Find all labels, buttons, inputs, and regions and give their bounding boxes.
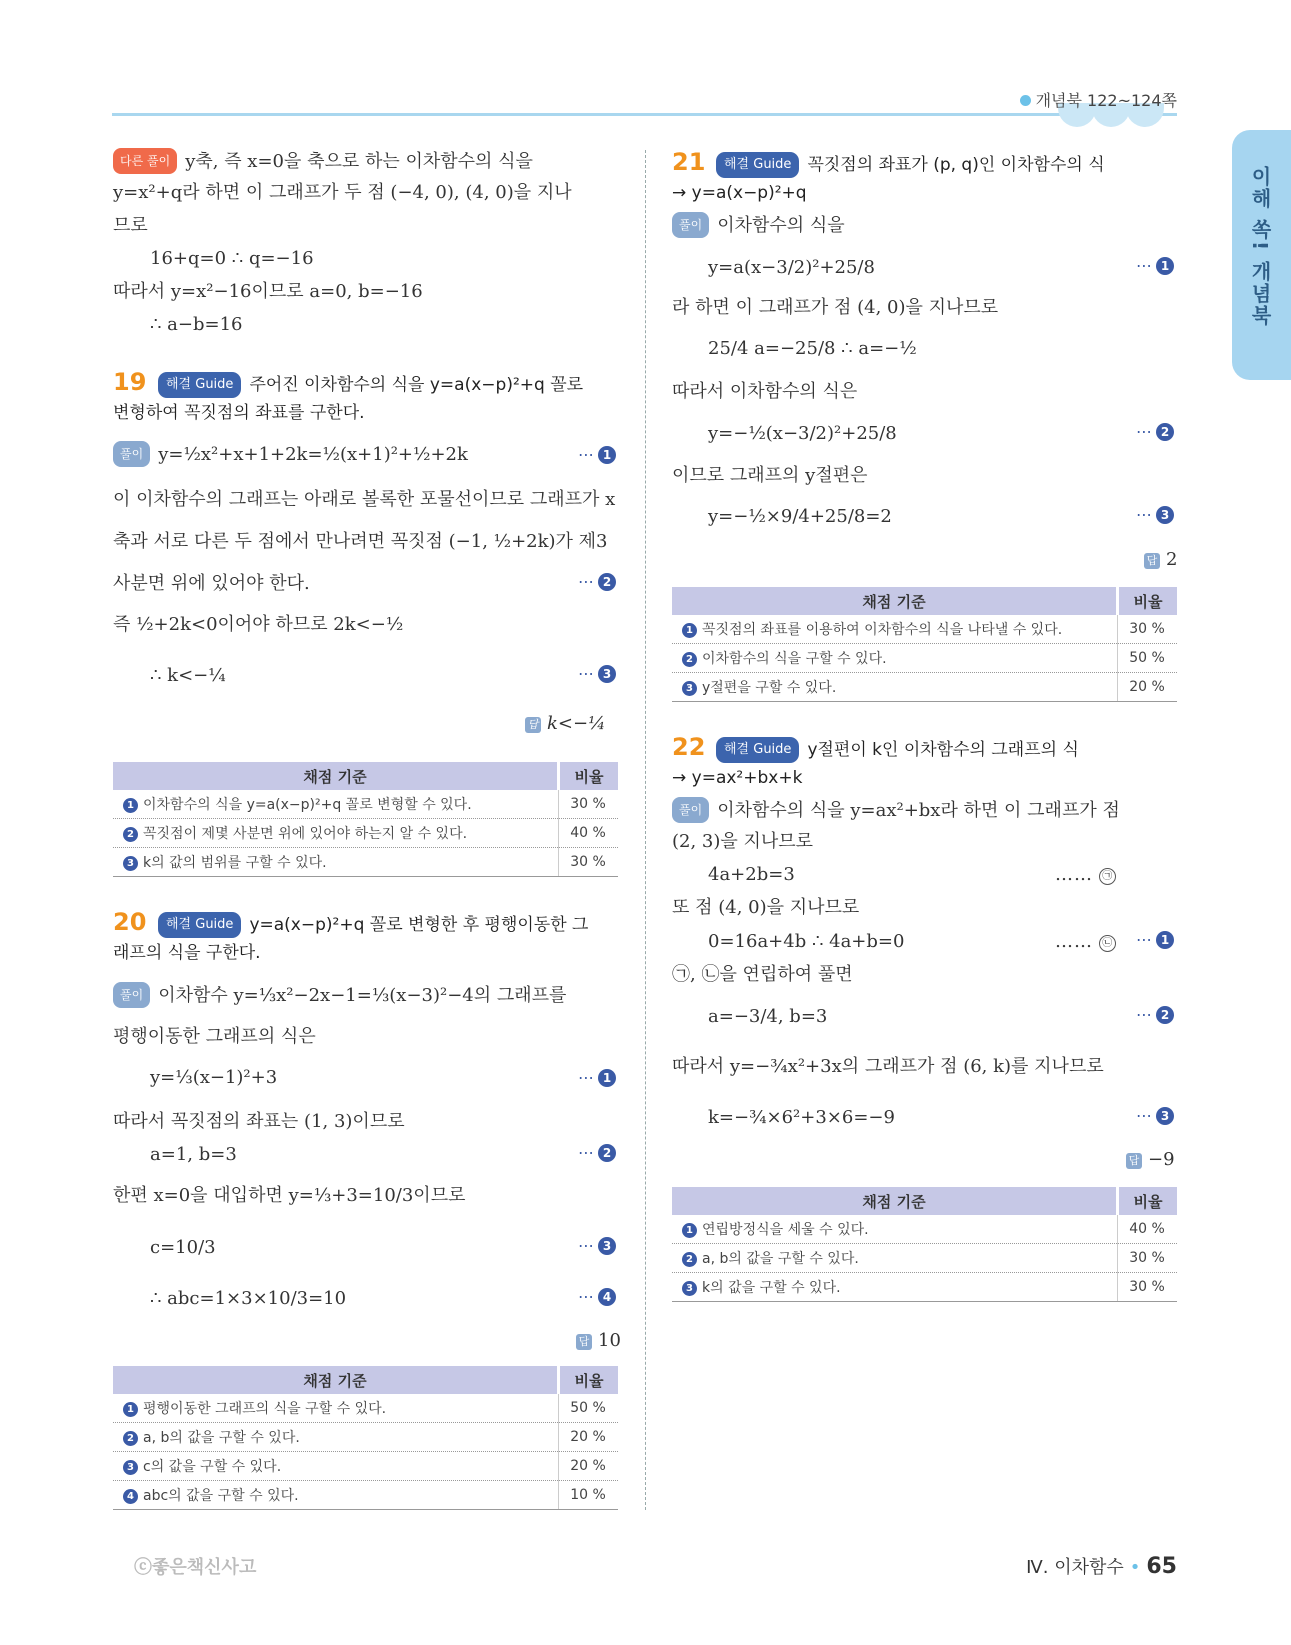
guide-19-line-2: 변형하여 꼭짓점의 좌표를 구한다. [113, 403, 365, 423]
step-mark-2 [1136, 422, 1174, 441]
answer-text: 2 [1166, 549, 1178, 570]
chapter-label: Ⅳ. 이차함수 [1026, 1557, 1124, 1578]
criteria-text: k의 값을 구할 수 있다. [702, 1280, 841, 1296]
rate-cell: 30 % [559, 848, 619, 877]
guide-21 [708, 152, 1105, 178]
step-circle: 3 [598, 1237, 616, 1255]
answer-20 [576, 1330, 621, 1351]
sol-22-line-3: 4a+2b=3 [708, 864, 795, 885]
sol-20-line-5: a=1, b=3 [150, 1144, 237, 1165]
sol-21-line-5: 따라서 이차함수의 식은 [672, 381, 858, 402]
step-circle: 1 [598, 1069, 616, 1087]
table-row [113, 790, 618, 819]
solution-text: 이차함수의 식을 [717, 215, 845, 236]
table-row [672, 1273, 1177, 1302]
step-circle: 3 [123, 856, 138, 871]
rate-header: 비율 [1118, 587, 1178, 615]
rate-header: 비율 [559, 1366, 619, 1394]
page-number: 65 [1146, 1554, 1177, 1579]
sol-19-line-3: 축과 서로 다른 두 점에서 만나려면 꼭짓점 (−1, ½+2k)가 제3 [113, 531, 608, 552]
sol-22-line-5: 0=16a+4b ∴ 4a+b=0 [708, 931, 905, 952]
sol-21-line-3: 라 하면 이 그래프가 점 (4, 0)을 지나므로 [672, 297, 999, 318]
sol-22-line-1 [672, 797, 1120, 823]
guide-20-line-2: 래프의 식을 구한다. [113, 943, 261, 963]
rate-cell: 20 % [559, 1423, 619, 1452]
guide-badge: 해결 Guide [158, 372, 241, 398]
solution-text: y=½x²+x+1+2k=½(x+1)²+½+2k [158, 444, 468, 465]
sol-19-line-2: 이 이차함수의 그래프는 아래로 볼록한 포물선이므로 그래프가 x [113, 489, 616, 510]
problem-number-20: 20 [113, 908, 147, 936]
equation-label: ㉡ [1099, 935, 1116, 952]
sol-20-line-7: c=10/3 [150, 1237, 216, 1258]
guide-badge: 해결 Guide [716, 737, 799, 763]
arrow-glyph: ⋯ [578, 1143, 594, 1162]
rate-header: 비율 [559, 762, 619, 790]
sol-20-line-4: 따라서 꼭짓점의 좌표는 (1, 3)이므로 [113, 1111, 405, 1132]
table-row [113, 819, 618, 848]
sol-20-line-3: y=⅓(x−1)²+3 [150, 1067, 278, 1088]
score-table-22 [672, 1187, 1177, 1302]
step-mark-3 [578, 1236, 616, 1255]
step-circle: 2 [598, 573, 616, 591]
sol-22-line-8: 따라서 y=−¾x²+3x의 그래프가 점 (6, k)를 지나므로 [672, 1056, 1104, 1077]
sol-20-line-6: 한편 x=0을 대입하면 y=⅓+3=10/3이므로 [113, 1185, 466, 1206]
arrow-glyph: ⋯ [1136, 505, 1152, 524]
solution-text: 이차함수의 식을 y=ax²+bx라 하면 이 그래프가 점 [717, 800, 1120, 821]
guide-22 [708, 737, 1079, 763]
rate-cell: 10 % [559, 1481, 619, 1510]
rate-cell: 30 % [1118, 615, 1178, 644]
criteria-text: 연립방정식을 세울 수 있다. [702, 1222, 869, 1238]
sol-21-line-7: 이므로 그래프의 y절편은 [672, 465, 868, 486]
solution-badge: 풀이 [113, 982, 150, 1008]
criteria-text: 이차함수의 식을 y=a(x−p)²+q 꼴로 변형할 수 있다. [143, 797, 472, 813]
guide-21-line-2: → y=a(x−p)²+q [672, 183, 807, 203]
side-tab [1232, 130, 1291, 380]
step-mark-4 [578, 1287, 616, 1306]
step-circle: 2 [1156, 1006, 1174, 1024]
table-row [672, 673, 1177, 702]
answer-icon: 답 [1144, 553, 1160, 569]
separator-dot: • [1129, 1557, 1141, 1578]
alt-line-6: ∴ a−b=16 [150, 314, 243, 335]
problem-number-22: 22 [672, 733, 706, 761]
header-rule [112, 113, 1177, 116]
problem-number-21: 21 [672, 148, 706, 176]
guide-text: 꼭짓점의 좌표가 (p, q)인 이차함수의 식 [807, 155, 1105, 175]
footer-page [1026, 1553, 1177, 1579]
step-circle: 4 [123, 1489, 138, 1504]
arrow-glyph: ⋯ [578, 445, 594, 464]
arrow-glyph: ⋯ [578, 1068, 594, 1087]
score-table-20 [113, 1366, 618, 1510]
step-circle: 2 [598, 1144, 616, 1162]
alt-line-2: y=x²+q라 하면 이 그래프가 두 점 (−4, 0), (4, 0)을 지나 [113, 182, 572, 203]
criteria-text: y절편을 구할 수 있다. [702, 680, 837, 696]
arrow-glyph: ⋯ [1136, 930, 1152, 949]
sol-22-line-2: (2, 3)을 지나므로 [672, 831, 814, 852]
step-circle: 3 [682, 681, 697, 696]
rate-cell: 30 % [1118, 1273, 1178, 1302]
answer-text: −9 [1148, 1149, 1175, 1170]
answer-19 [525, 713, 606, 734]
guide-20 [150, 912, 588, 938]
sol-22-line-7: a=−3/4, b=3 [708, 1006, 828, 1027]
score-table-19 [113, 762, 618, 877]
eq-label-1 [1055, 863, 1116, 887]
sol-20-line-1 [113, 982, 566, 1008]
alt-text: y축, 즉 x=0을 축으로 하는 이차함수의 식을 [185, 151, 533, 172]
step-circle: 1 [123, 1402, 138, 1417]
step-circle: 1 [682, 623, 697, 638]
rate-cell: 20 % [1118, 673, 1178, 702]
dots-glyph: …… [1055, 931, 1093, 952]
arrow-glyph: ⋯ [1136, 1106, 1152, 1125]
rate-cell: 40 % [1118, 1215, 1178, 1244]
criteria-text: c의 값을 구할 수 있다. [143, 1459, 282, 1475]
guide-text: 주어진 이차함수의 식을 y=a(x−p)²+q 꼴로 [249, 375, 584, 395]
table-row [113, 848, 618, 877]
step-circle: 2 [123, 827, 138, 842]
answer-icon: 답 [576, 1334, 592, 1350]
rate-cell: 40 % [559, 819, 619, 848]
answer-text: k<−¼ [547, 713, 606, 734]
sol-19-line-1 [113, 441, 468, 467]
rate-cell: 50 % [1118, 644, 1178, 673]
page-reference-text: 개념북 122~124쪽 [1035, 91, 1177, 110]
solution-badge: 풀이 [672, 212, 709, 238]
criteria-text: 이차함수의 식을 구할 수 있다. [702, 651, 887, 667]
arrow-glyph: ⋯ [578, 664, 594, 683]
criteria-text: 꼭짓점의 좌표를 이용하여 이차함수의 식을 나타낼 수 있다. [702, 622, 1063, 638]
table-row [672, 644, 1177, 673]
rate-cell: 30 % [1118, 1244, 1178, 1273]
rate-cell: 20 % [559, 1452, 619, 1481]
eq-label-2 [1055, 930, 1116, 954]
table-row [672, 1244, 1177, 1273]
step-circle: 1 [1156, 931, 1174, 949]
score-table-21 [672, 587, 1177, 702]
step-mark-1 [578, 445, 616, 464]
guide-text: y절편이 k인 이차함수의 그래프의 식 [807, 740, 1079, 760]
sol-19-line-5: 즉 ½+2k<0이어야 하므로 2k<−½ [113, 614, 404, 635]
guide-19 [150, 372, 583, 398]
sol-20-line-8: ∴ abc=1×3×10/3=10 [150, 1288, 347, 1309]
step-circle: 2 [682, 1252, 697, 1267]
page-reference [1020, 88, 1177, 111]
criteria-header: 채점 기준 [113, 762, 559, 790]
step-mark-1 [1136, 256, 1174, 275]
solution-badge: 풀이 [672, 797, 709, 823]
publisher-mark: ⓒ좋은책신사고 [134, 1557, 257, 1578]
step-mark-3 [1136, 505, 1174, 524]
dots-glyph: …… [1055, 864, 1093, 885]
answer-22 [1126, 1149, 1175, 1170]
alt-line-3: 므로 [113, 215, 148, 236]
alt-line-1 [113, 148, 533, 174]
rate-header: 비율 [1118, 1187, 1178, 1215]
sol-19-line-4: 사분면 위에 있어야 한다. [113, 573, 310, 594]
equation-label: ㉠ [1099, 868, 1116, 885]
solution-badge: 풀이 [113, 441, 150, 467]
step-circle: 2 [682, 652, 697, 667]
step-circle: 2 [1156, 423, 1174, 441]
sol-21-line-8: y=−½×9/4+25/8=2 [708, 506, 892, 527]
alt-line-5: 따라서 y=x²−16이므로 a=0, b=−16 [113, 281, 423, 302]
table-row [113, 1394, 618, 1423]
step-circle: 1 [123, 798, 138, 813]
arrow-glyph: ⋯ [1136, 422, 1152, 441]
sol-21-line-6: y=−½(x−3/2)²+25/8 [708, 423, 897, 444]
step-mark-3 [578, 664, 616, 683]
alt-solution-badge: 다른 풀이 [113, 148, 177, 174]
step-mark-1 [578, 1068, 616, 1087]
criteria-text: 평행이동한 그래프의 식을 구할 수 있다. [143, 1401, 387, 1417]
arrow-glyph: ⋯ [578, 1236, 594, 1255]
criteria-header: 채점 기준 [113, 1366, 559, 1394]
guide-22-line-2: → y=ax²+bx+k [672, 768, 803, 788]
problem-number-19: 19 [113, 368, 147, 396]
step-circle: 1 [1156, 257, 1174, 275]
step-mark-2 [578, 1143, 616, 1162]
step-circle: 1 [598, 446, 616, 464]
solution-text: 이차함수 y=⅓x²−2x−1=⅓(x−3)²−4의 그래프를 [158, 985, 567, 1006]
step-circle: 1 [682, 1223, 697, 1238]
answer-icon: 답 [525, 717, 541, 733]
step-circle: 3 [682, 1281, 697, 1296]
sol-21-line-4: 25/4 a=−25/8 ∴ a=−½ [708, 338, 917, 359]
criteria-header: 채점 기준 [672, 1187, 1118, 1215]
step-mark-2 [578, 572, 616, 591]
alt-line-4: 16+q=0 ∴ q=−16 [150, 248, 314, 269]
table-row [113, 1481, 618, 1510]
step-circle: 3 [598, 665, 616, 683]
criteria-header: 채점 기준 [672, 587, 1118, 615]
criteria-text: a, b의 값을 구할 수 있다. [702, 1251, 859, 1267]
answer-21 [1144, 549, 1177, 570]
table-row [113, 1423, 618, 1452]
arrow-glyph: ⋯ [578, 1287, 594, 1306]
arrow-glyph: ⋯ [578, 572, 594, 591]
side-tab-label: 이해 쏙! 개념북 [1248, 166, 1272, 328]
sol-21-line-2: y=a(x−3/2)²+25/8 [708, 257, 875, 278]
sol-22-line-6: ㉠, ㉡을 연립하여 풀면 [672, 964, 853, 985]
criteria-text: a, b의 값을 구할 수 있다. [143, 1430, 300, 1446]
table-row [672, 1215, 1177, 1244]
answer-text: 10 [598, 1330, 621, 1351]
table-row [113, 1452, 618, 1481]
rate-cell: 50 % [559, 1394, 619, 1423]
bullet-icon [1020, 95, 1031, 106]
step-mark-2 [1136, 1005, 1174, 1024]
step-circle: 3 [123, 1460, 138, 1475]
guide-badge: 해결 Guide [158, 912, 241, 938]
criteria-text: abc의 값을 구할 수 있다. [143, 1488, 299, 1504]
sol-22-line-9: k=−¾×6²+3×6=−9 [708, 1107, 895, 1128]
step-circle: 2 [123, 1431, 138, 1446]
sol-19-line-6: ∴ k<−¼ [150, 665, 226, 686]
step-circle: 3 [1156, 506, 1174, 524]
sol-21-line-1 [672, 212, 845, 238]
step-circle: 3 [1156, 1107, 1174, 1125]
column-divider [645, 150, 646, 1510]
step-mark-1 [1136, 930, 1174, 949]
sol-20-line-2: 평행이동한 그래프의 식은 [113, 1026, 316, 1047]
step-mark-3 [1136, 1106, 1174, 1125]
criteria-text: 꼭짓점이 제몇 사분면 위에 있어야 하는지 알 수 있다. [143, 826, 468, 842]
guide-badge: 해결 Guide [716, 152, 799, 178]
table-row [672, 615, 1177, 644]
criteria-text: k의 값의 범위를 구할 수 있다. [143, 855, 327, 871]
sol-22-line-4: 또 점 (4, 0)을 지나므로 [672, 897, 860, 918]
guide-text: y=a(x−p)²+q 꼴로 변형한 후 평행이동한 그 [249, 915, 589, 935]
arrow-glyph: ⋯ [1136, 256, 1152, 275]
arrow-glyph: ⋯ [1136, 1005, 1152, 1024]
step-circle: 4 [598, 1288, 616, 1306]
rate-cell: 30 % [559, 790, 619, 819]
answer-icon: 답 [1126, 1153, 1142, 1169]
